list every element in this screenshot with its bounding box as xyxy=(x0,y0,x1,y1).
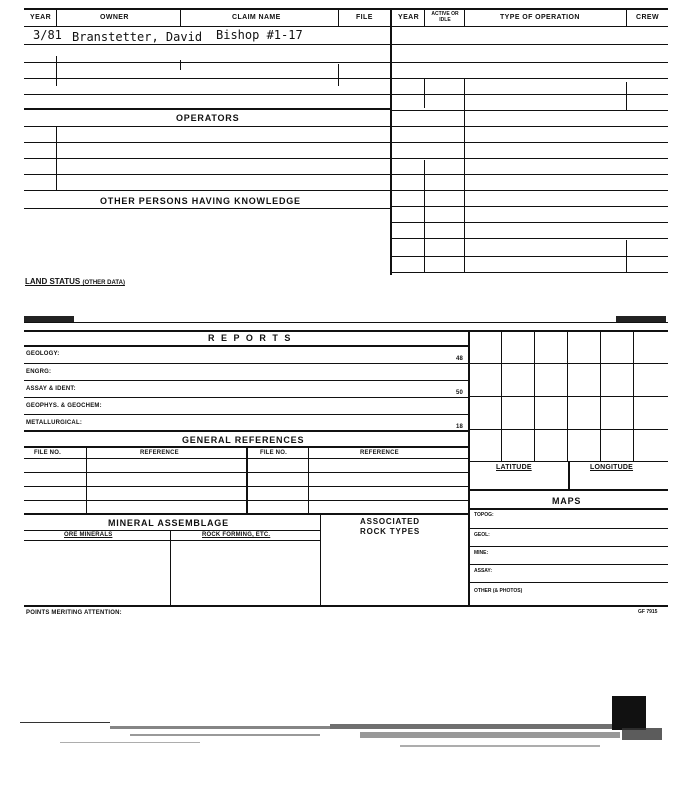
operators-title: OPERATORS xyxy=(176,113,240,123)
col-header-claim-name: CLAIM NAME xyxy=(232,14,281,21)
scan-noise-band xyxy=(0,690,678,770)
col-header-crew: CREW xyxy=(636,14,659,21)
col-header-active-or-idle: ACTIVE OR IDLE xyxy=(431,11,459,23)
col-header-owner: OWNER xyxy=(100,14,129,21)
header-bottom-border xyxy=(24,26,668,27)
rock-forming-header: ROCK FORMING, ETC. xyxy=(202,532,271,538)
report-geology: GEOLOGY: xyxy=(26,351,60,357)
land-status-heading xyxy=(25,277,125,286)
report-geophys: GEOPHYS. & GEOCHEM: xyxy=(26,403,102,409)
points-meriting-attention-label: POINTS MERITING ATTENTION: xyxy=(26,610,122,616)
report-assay: ASSAY & IDENT: xyxy=(26,386,76,392)
col-header-year: YEAR xyxy=(30,14,52,21)
table-top-border xyxy=(24,8,668,10)
maps-other-photos: OTHER (& PHOTOS) xyxy=(474,588,523,594)
report-engrg: ENGRG: xyxy=(26,369,52,375)
land-status-note: (OTHER DATA) xyxy=(82,280,125,286)
latitude-label: LATITUDE xyxy=(496,464,532,471)
maps-assay: ASSAY: xyxy=(474,568,493,574)
col-header-file: FILE xyxy=(356,14,373,21)
row-claim-name: Bishop #1-17 xyxy=(216,28,303,42)
col-header-year-2: YEAR xyxy=(398,14,420,21)
associated-label: ASSOCIATED xyxy=(360,517,420,526)
ore-minerals-header: ORE MINERALS xyxy=(64,532,113,538)
other-persons-title: OTHER PERSONS HAVING KNOWLEDGE xyxy=(100,196,301,206)
report-geology-code: 48 xyxy=(456,356,464,362)
land-status-label: LAND STATUS xyxy=(25,277,81,286)
maps-topog: TOPOG: xyxy=(474,512,494,518)
row-year: 3/81 xyxy=(33,28,62,42)
gr-header-file-no: FILE NO. xyxy=(34,450,61,456)
maps-mine: MINE: xyxy=(474,550,489,556)
reports-title: R E P O R T S xyxy=(208,333,293,343)
longitude-label: LONGITUDE xyxy=(590,464,634,471)
mineral-assemblage-title: MINERAL ASSEMBLAGE xyxy=(108,518,229,528)
form-code: GF 7915 xyxy=(638,609,658,615)
general-references-title: GENERAL REFERENCES xyxy=(182,435,305,445)
report-metallurgical-code: 18 xyxy=(456,424,464,430)
maps-geol: GEOL: xyxy=(474,532,490,538)
rock-types-label: ROCK TYPES xyxy=(360,527,421,536)
gr-header-reference-2: REFERENCE xyxy=(360,450,399,456)
gr-header-reference: REFERENCE xyxy=(140,450,179,456)
row-owner: Branstetter, David xyxy=(72,30,203,44)
report-assay-code: 50 xyxy=(456,390,464,396)
gr-header-file-no-2: FILE NO. xyxy=(260,450,287,456)
maps-title: MAPS xyxy=(552,496,582,506)
report-metallurgical: METALLURGICAL: xyxy=(26,420,83,426)
col-header-type-of-operation: TYPE OF OPERATION xyxy=(500,14,580,21)
